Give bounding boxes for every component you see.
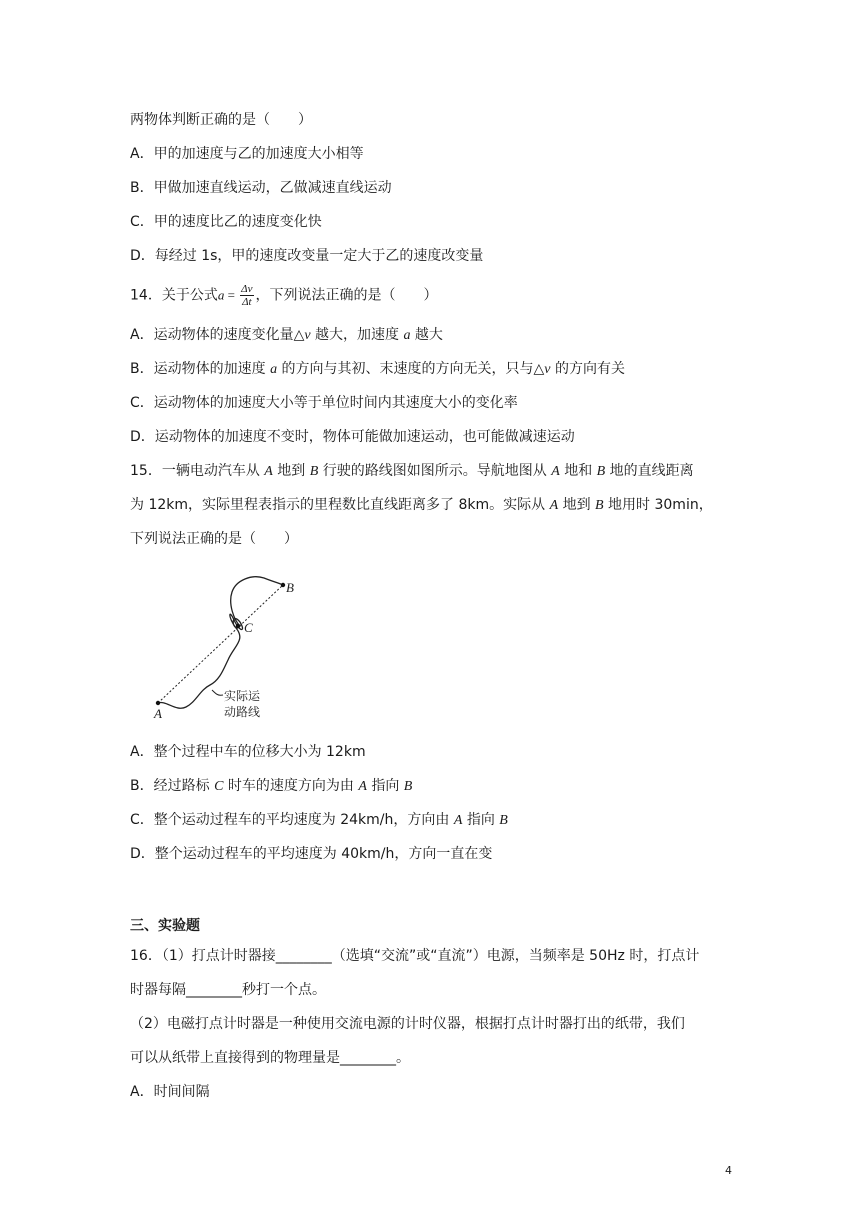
q14-option-b-text-2: 的方向与其初、末速度的方向无关，只与△ — [277, 361, 545, 377]
route-label-line-2: 动路线 — [224, 705, 261, 719]
point-c-dot — [236, 624, 240, 628]
q15-option-b-text: 指向 — [366, 778, 404, 794]
q15-option-b-text: 时车的速度方向为由 — [223, 778, 359, 794]
q16-line-1: 16．（1）打点计时器接________（选填“交流”或“直流”）电源，当频率是 50Hz 时，打点计 — [130, 948, 700, 964]
q14-option-a-text-3: 越大 — [410, 327, 443, 343]
q15-option-c-text: C．整个运动过程车的平均速度为 24km/h，方向由 — [130, 812, 454, 828]
q15-text: 为 12km，实际里程表指示的里程数比直线距离多了 8km。实际从 — [130, 497, 550, 513]
q15-option-a: A．整个过程中车的位移大小为 12km — [130, 744, 366, 760]
q14-formula-fraction — [240, 283, 253, 308]
q14-formula-denominator: Δt — [242, 296, 252, 308]
q14-option-b-var-a: a — [270, 362, 278, 377]
q15-option-d: D．整个运动过程车的平均速度为 40km/h，方向一直在变 — [130, 846, 493, 862]
q14-formula-eq: = — [224, 287, 239, 303]
q15-text: 地和 — [559, 463, 597, 479]
q15-option-c — [130, 810, 508, 831]
q14-stem — [130, 283, 438, 308]
q15-option-b-var-a: A — [358, 779, 367, 794]
q14-option-a-text-2: 越大，加速度 — [310, 327, 404, 343]
q14-option-c: C．运动物体的加速度大小等于单位时间内其速度大小的变化率 — [130, 395, 518, 411]
q14-option-b-var-v: v — [544, 362, 551, 377]
route-figure — [148, 572, 308, 724]
q15-option-b-text: B．经过路标 — [130, 778, 215, 794]
q15-text: 地的直线距离 — [605, 463, 694, 479]
q15-var-a: A — [549, 498, 559, 513]
q15-option-b-var-c: C — [214, 779, 224, 794]
q15-option-b — [130, 776, 412, 797]
q14-option-a-var-v: v — [304, 328, 311, 343]
q13-stem-tail: 两物体判断正确的是（ ） — [130, 112, 312, 128]
q14-option-a-text-1: A．运动物体的速度变化量△ — [130, 327, 305, 343]
q14-formula-numerator: Δv — [241, 283, 253, 295]
q15-text: 地到 — [272, 463, 310, 479]
q16-line-2: 时器每隔________秒打一个点。 — [130, 982, 326, 998]
q15-text: 地到 — [558, 497, 596, 513]
q14-prefix: 14．关于公式 — [130, 287, 218, 304]
q14-option-b-text-1: B．运动物体的加速度 — [130, 361, 271, 377]
q14-option-d: D．运动物体的加速度不变时，物体可能做加速运动，也可能做减速运动 — [130, 429, 575, 445]
page-number: 4 — [725, 1164, 732, 1177]
q15-stem-line-3: 下列说法正确的是（ ） — [130, 531, 298, 547]
q15-text: 15．一辆电动汽车从 — [130, 463, 265, 479]
q15-text: 行驶的路线图如图所示。导航地图从 — [318, 463, 552, 479]
q14-option-a-var-a: a — [403, 328, 411, 343]
q15-var-a: A — [264, 464, 273, 479]
q16-line-4: 可以从纸带上直接得到的物理量是________。 — [130, 1050, 410, 1066]
q16-line-3: （2）电磁打点计时器是一种使用交流电源的计时仪器，根据打点计时器打出的纸带，我们 — [130, 1016, 685, 1032]
q14-option-b-text-3: 的方向有关 — [550, 361, 625, 377]
section-title-experiment: 三、实验题 — [130, 918, 200, 934]
q13-option-a: A．甲的加速度与乙的加速度大小相等 — [130, 146, 364, 162]
straight-line-ab — [158, 585, 283, 703]
q15-stem-line-1 — [130, 461, 694, 482]
q15-option-c-var-b: B — [499, 813, 508, 828]
label-c: C — [244, 620, 253, 635]
label-b: B — [286, 580, 294, 595]
q14-option-a — [130, 325, 443, 346]
route-label-pointer — [212, 690, 223, 695]
q13-option-b: B．甲做加速直线运动，乙做减速直线运动 — [130, 180, 392, 196]
q14-option-b — [130, 359, 625, 380]
q15-var-b: B — [595, 498, 604, 513]
q15-var-a: A — [551, 464, 560, 479]
q13-option-d: D．每经过 1s，甲的速度改变量一定大于乙的速度改变量 — [130, 248, 484, 264]
q15-option-c-text: 指向 — [462, 812, 500, 828]
q14-formula-lhs: a — [217, 287, 225, 303]
point-a-dot — [156, 701, 160, 705]
actual-route-curve — [158, 577, 283, 708]
q15-text: 地用时 30min， — [603, 497, 713, 513]
point-b-dot — [281, 583, 285, 587]
q15-option-c-var-a: A — [453, 813, 463, 828]
q15-var-b: B — [309, 464, 319, 479]
q16-option-a: A．时间间隔 — [130, 1084, 210, 1100]
q15-stem-line-2 — [130, 495, 713, 516]
q14-suffix: ，下列说法正确的是（ ） — [255, 287, 438, 304]
q15-option-b-var-b: B — [403, 779, 413, 794]
route-label-line-1: 实际运 — [224, 689, 261, 703]
q15-var-b: B — [596, 464, 606, 479]
q13-option-c: C．甲的速度比乙的速度变化快 — [130, 214, 322, 230]
label-a: A — [154, 706, 162, 721]
